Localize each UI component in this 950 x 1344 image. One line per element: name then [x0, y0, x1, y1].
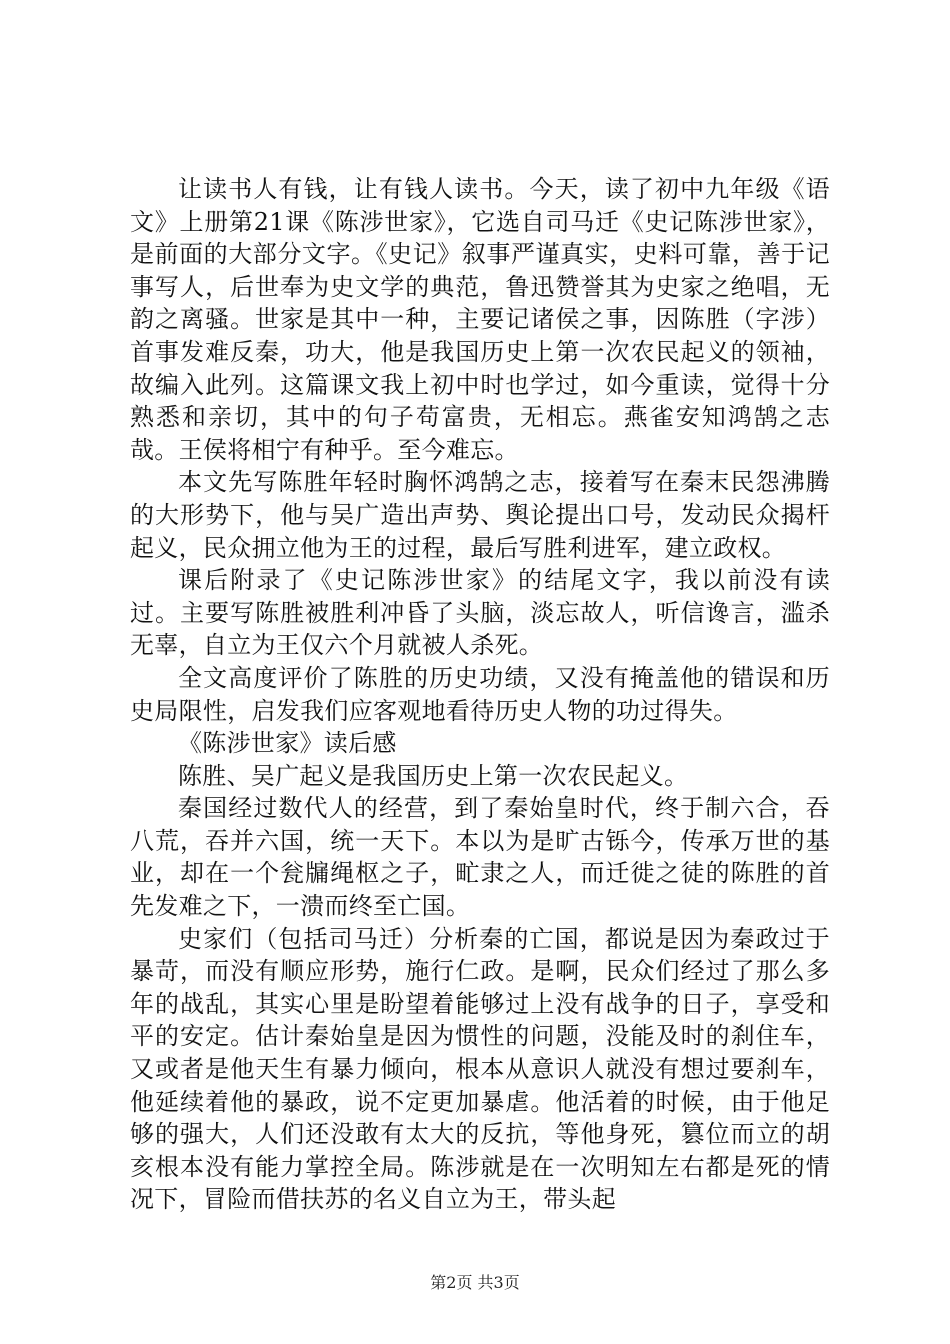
- paragraph-analysis: 史家们（包括司马迁）分析秦的亡国，都说是因为秦政过于暴苛，而没有顺应形势，施行仁政。是啊，民众们经过了那么多年的战乱，其实心里是盼望着能够过上没有战争的日子，享受和平的安定。估计秦始皇是因为惯性的问题，没能及时的刹住车，又或者是他天生有暴力倾向，根本从意识人就没有想过要刹车，他延续着他的暴政，说不定更加暴虐。他活着的时候，由于他足够的强大，人们还没敢有太大的反抗，等他身死，篡位而立的胡亥根本没有能力掌控全局。陈涉就是在一次明知左右都是死的情况下，冒险而借扶苏的名义自立为王，带头起: [130, 924, 830, 1214]
- paragraph-summary: 本文先写陈胜年轻时胸怀鸿鹄之志，接着写在秦末民怨沸腾的大形势下，他与吴广造出声势、舆论提出口号，发动民众揭杆起义，民众拥立他为王的过程，最后写胜利进军，建立政权。: [130, 468, 830, 562]
- paragraph-intro: 让读书人有钱，让有钱人读书。今天，读了初中九年级《语文》上册第21课《陈涉世家》，它选自司马迁《史记陈涉世家》，是前面的大部分文字。《史记》叙事严谨真实，史料可靠，善于记事写人，后世奉为史文学的典范，鲁迅赞誉其为史家之绝唱，无韵之离骚。世家是其中一种，主要记诸侯之事，因陈胜（字涉）首事发难反秦，功大，他是我国历史上第一次农民起义的领袖，故编入此列。这篇课文我上初中时也学过，如今重读，觉得十分熟悉和亲切，其中的句子苟富贵，无相忘。燕雀安知鸿鹄之志哉。王侯将相宁有种乎。至今难忘。: [130, 175, 830, 464]
- page-footer: 第2页 共3页: [430, 1273, 520, 1292]
- section-heading: 《陈涉世家》读后感: [178, 729, 397, 758]
- paragraph-appendix: 课后附录了《史记陈涉世家》的结尾文字，我以前没有读过。主要写陈胜被胜利冲昏了头脑，淡忘故人，听信谗言，滥杀无辜，自立为王仅六个月就被人杀死。: [130, 566, 830, 660]
- paragraph-evaluation: 全文高度评价了陈胜的历史功绩，又没有掩盖他的错误和历史局限性，启发我们应客观地看待历史人物的功过得失。: [130, 663, 830, 725]
- document-body: [130, 173, 830, 1216]
- paragraph-uprising: 陈胜、吴广起义是我国历史上第一次农民起义。: [178, 761, 689, 790]
- paragraph-qin-history: 秦国经过数代人的经营，到了秦始皇时代，终于制六合，吞八荒，吞并六国，统一天下。本以为是旷古铄今，传承万世的基业，却在一个瓮牖绳枢之子，甿隶之人，而迁徙之徒的陈胜的首先发难之下，一溃而终至亡国。: [130, 794, 830, 921]
